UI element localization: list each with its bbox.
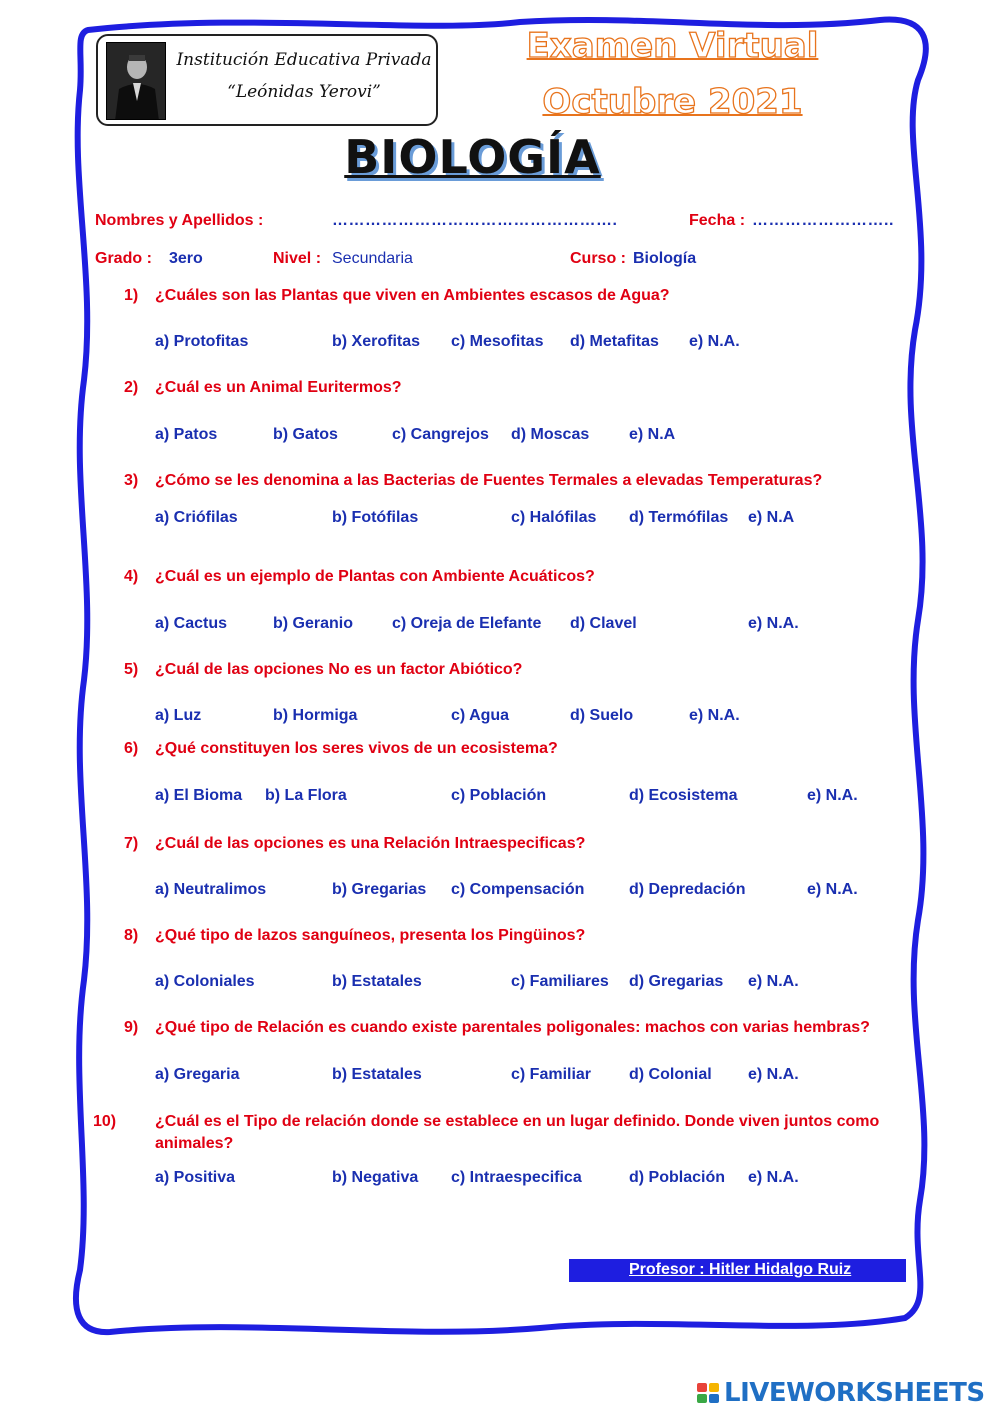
- question-9: [124, 1019, 870, 1037]
- question-number: 7): [124, 835, 139, 852]
- liveworksheets-icon: [697, 1383, 721, 1405]
- option-2a[interactable]: a) Patos: [155, 426, 218, 443]
- question-2: [124, 379, 402, 397]
- exam-title-line2: Octubre 2021: [542, 82, 803, 122]
- founder-portrait: [106, 42, 166, 120]
- question-8: [124, 927, 585, 945]
- option-6c[interactable]: c) Población: [451, 787, 547, 804]
- option-6a[interactable]: a) El Bioma: [155, 787, 243, 804]
- option-6d[interactable]: d) Ecosistema: [629, 787, 738, 804]
- question-text: ¿Cuál de las opciones es una Relación Intraespecificas?: [155, 835, 586, 852]
- option-9d[interactable]: d) Colonial: [629, 1066, 712, 1083]
- option-5a[interactable]: a) Luz: [155, 707, 202, 724]
- option-9a[interactable]: a) Gregaria: [155, 1066, 240, 1083]
- option-8a[interactable]: a) Coloniales: [155, 973, 255, 990]
- name-label: Nombres y Apellidos :: [95, 212, 264, 229]
- question-4: [124, 568, 595, 586]
- liveworksheets-wordmark: LIVEWORKSHEETS: [724, 1378, 985, 1408]
- option-10e[interactable]: e) N.A.: [748, 1169, 799, 1186]
- institution-name-line1: Institución Educativa Privada: [176, 50, 432, 70]
- question-10: [93, 1111, 914, 1155]
- option-9e[interactable]: e) N.A.: [748, 1066, 799, 1083]
- option-10c[interactable]: c) Intraespecifica: [451, 1169, 582, 1186]
- option-4e[interactable]: e) N.A.: [748, 615, 799, 632]
- question-text: ¿Cuál es un ejemplo de Plantas con Ambiente Acuáticos?: [155, 568, 595, 585]
- exam-title-line1: Examen Virtual: [526, 26, 819, 66]
- level-value: Secundaria: [332, 250, 413, 267]
- option-1d[interactable]: d) Metafitas: [570, 333, 659, 350]
- question-7: [124, 835, 585, 853]
- question-text: ¿Cuáles son las Plantas que viven en Ambientes escasos de Agua?: [155, 287, 670, 304]
- option-3c[interactable]: c) Halófilas: [511, 509, 597, 526]
- question-number: 5): [124, 661, 139, 678]
- option-3b[interactable]: b) Fotófilas: [332, 509, 419, 526]
- question-number: 3): [124, 472, 139, 489]
- option-3e[interactable]: e) N.A: [748, 509, 795, 526]
- course-value: Biología: [633, 250, 697, 267]
- option-6e[interactable]: e) N.A.: [807, 787, 858, 804]
- question-text: ¿Cuál es un Animal Euritermos?: [155, 379, 402, 396]
- option-5c[interactable]: c) Agua: [451, 707, 510, 724]
- option-8d[interactable]: d) Gregarias: [629, 973, 724, 990]
- option-7c[interactable]: c) Compensación: [451, 881, 585, 898]
- course-label: Curso :: [570, 250, 626, 267]
- date-blank[interactable]: ……………………..: [752, 212, 894, 229]
- option-1b[interactable]: b) Xerofitas: [332, 333, 421, 350]
- option-10a[interactable]: a) Positiva: [155, 1169, 236, 1186]
- option-3d[interactable]: d) Termófilas: [629, 509, 729, 526]
- option-2d[interactable]: d) Moscas: [511, 426, 590, 443]
- question-number: 8): [124, 927, 139, 944]
- option-6b[interactable]: b) La Flora: [265, 787, 347, 804]
- option-9b[interactable]: b) Estatales: [332, 1066, 422, 1083]
- question-text: ¿Cómo se les denomina a las Bacterias de Fuentes Termales a elevadas Temperaturas?: [155, 472, 823, 489]
- option-1e[interactable]: e) N.A.: [689, 333, 740, 350]
- option-9c[interactable]: c) Familiar: [511, 1066, 592, 1083]
- subject-title: BIOLOGÍA: [344, 130, 601, 184]
- question-text: ¿Qué tipo de lazos sanguíneos, presenta los Pingüinos?: [155, 927, 586, 944]
- option-10b[interactable]: b) Negativa: [332, 1169, 419, 1186]
- question-number: 4): [124, 568, 139, 585]
- question-text: ¿Qué tipo de Relación es cuando existe parentales poligonales: machos con varias hembras?: [155, 1019, 870, 1036]
- option-7a[interactable]: a) Neutralimos: [155, 881, 267, 898]
- institution-logo: [96, 34, 438, 126]
- level-label: Nivel :: [273, 250, 322, 267]
- professor-name: Profesor : Hitler Hidalgo Ruiz: [629, 1261, 852, 1278]
- option-7b[interactable]: b) Gregarias: [332, 881, 427, 898]
- question-number: 1): [124, 287, 139, 304]
- option-5e[interactable]: e) N.A.: [689, 707, 740, 724]
- question-3: [124, 472, 822, 490]
- question-number: 9): [124, 1019, 139, 1036]
- option-7d[interactable]: d) Depredación: [629, 881, 746, 898]
- question-text: ¿Cuál de las opciones No es un factor Abiótico?: [155, 661, 523, 678]
- grade-label: Grado :: [95, 250, 152, 267]
- question-number: 10): [93, 1113, 117, 1130]
- option-3a[interactable]: a) Criófilas: [155, 509, 238, 526]
- option-4b[interactable]: b) Geranio: [273, 615, 354, 632]
- option-2c[interactable]: c) Cangrejos: [392, 426, 489, 443]
- date-label: Fecha :: [689, 212, 746, 229]
- name-blank[interactable]: …………………………………………….: [332, 212, 618, 229]
- option-1c[interactable]: c) Mesofitas: [451, 333, 544, 350]
- professor-banner: [569, 1259, 906, 1282]
- option-7e[interactable]: e) N.A.: [807, 881, 858, 898]
- option-8e[interactable]: e) N.A.: [748, 973, 799, 990]
- grade-value: 3ero: [169, 250, 203, 267]
- option-1a[interactable]: a) Protofitas: [155, 333, 249, 350]
- question-text: ¿Qué constituyen los seres vivos de un ecosistema?: [155, 740, 558, 757]
- option-5d[interactable]: d) Suelo: [570, 707, 634, 724]
- question-number: 6): [124, 740, 139, 757]
- question-1: [124, 287, 670, 305]
- option-5b[interactable]: b) Hormiga: [273, 707, 358, 724]
- institution-name-line2: “Leónidas Yerovi”: [227, 82, 381, 102]
- option-8b[interactable]: b) Estatales: [332, 973, 422, 990]
- question-text: ¿Cuál es el Tipo de relación donde se establece en un lugar definido. Donde viven juntos como animales?: [155, 1113, 880, 1152]
- option-10d[interactable]: d) Población: [629, 1169, 725, 1186]
- liveworksheets-logo: [697, 1378, 997, 1410]
- option-4d[interactable]: d) Clavel: [570, 615, 637, 632]
- option-2e[interactable]: e) N.A: [629, 426, 676, 443]
- option-8c[interactable]: c) Familiares: [511, 973, 609, 990]
- option-4c[interactable]: c) Oreja de Elefante: [392, 615, 542, 632]
- question-number: 2): [124, 379, 139, 396]
- question-6: [124, 740, 558, 758]
- option-4a[interactable]: a) Cactus: [155, 615, 228, 632]
- question-5: [124, 661, 522, 679]
- option-2b[interactable]: b) Gatos: [273, 426, 338, 443]
